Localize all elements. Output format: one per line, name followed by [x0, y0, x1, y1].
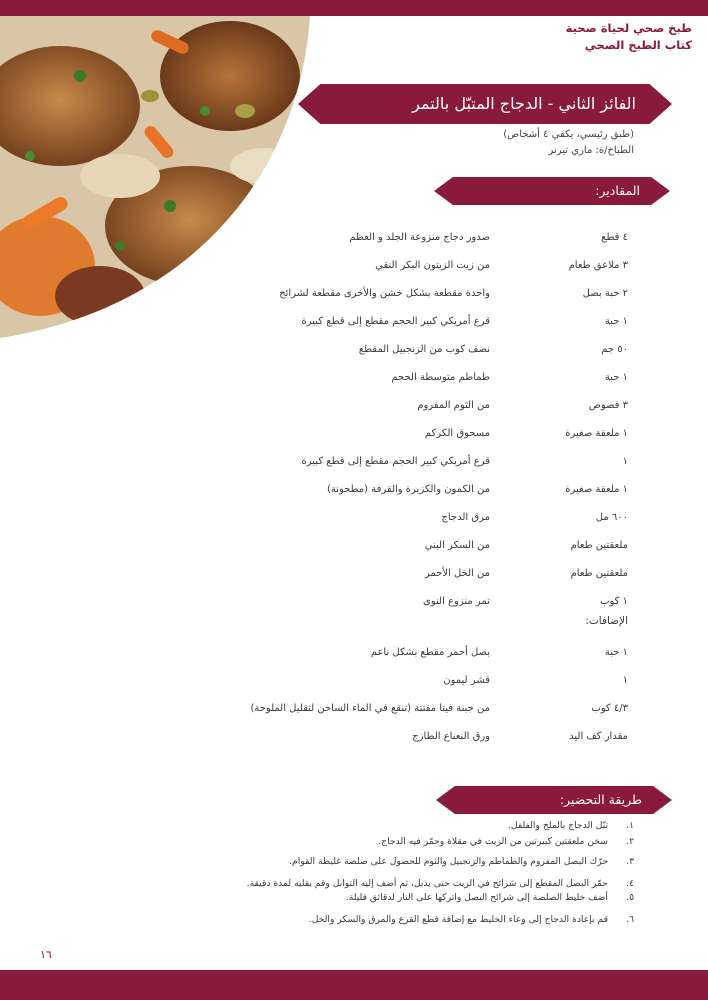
- ingredient-item: نصف كوب من الزنجبيل المقطع: [358, 344, 490, 355]
- recipe-cook-name: الطباخ/ة: ماري تيرنر: [548, 145, 634, 156]
- addition-item: بصل أحمر مقطع بشكل ناعم: [370, 647, 490, 658]
- ingredient-row: [0, 252, 708, 280]
- recipe-meta: [503, 127, 634, 159]
- ingredient-item: واحدة مقطعة بشكل خشن والأخرى مقطعة لشرائح: [279, 288, 490, 299]
- method-step: [0, 818, 708, 834]
- ingredient-row: [0, 560, 708, 588]
- ingredient-row: [0, 476, 708, 504]
- ingredient-item: من السكر البني: [424, 540, 490, 551]
- ingredient-row: [0, 308, 708, 336]
- addition-qty: ١: [622, 675, 628, 686]
- method-steps: [0, 818, 708, 928]
- addition-row: [0, 695, 708, 723]
- addition-qty: مقدار كف اليد: [569, 731, 628, 742]
- addition-item: ورق النعناع الطازج: [412, 731, 490, 742]
- ingredient-item: من الكمون والكزبرة والقرفة (مطحونة): [326, 484, 490, 495]
- step-number: ٥.: [626, 892, 634, 903]
- ingredient-item: صدور دجاج منزوعة الجلد و العظم: [349, 232, 490, 243]
- step-text: سخن ملعقتين كبيرتين من الزيت في مقلاة وحمّر فيه الدجاج.: [378, 836, 608, 847]
- ingredient-row: [0, 280, 708, 308]
- ingredient-qty: ١: [622, 456, 628, 467]
- additions-list: [0, 639, 708, 751]
- ingredient-row: [0, 448, 708, 476]
- method-step: [0, 890, 708, 912]
- ingredient-row: [0, 392, 708, 420]
- recipe-title-banner: [298, 84, 672, 124]
- addition-row: [0, 639, 708, 667]
- recipe-serving-info: (طبق رئيسي، يكفي ٤ أشخاص): [503, 129, 634, 140]
- additions-heading: الإضافات:: [585, 615, 628, 627]
- brand-line-1: طبخ صحي لحياة صحية: [565, 21, 692, 35]
- ingredient-qty: ١ ملعقة صغيرة: [565, 428, 628, 439]
- ingredient-row: [0, 224, 708, 252]
- method-heading: طريقة التحضير:: [559, 792, 642, 807]
- ingredient-row: [0, 588, 708, 616]
- method-step: [0, 912, 708, 928]
- ingredient-item: من الخل الأحمر: [424, 568, 490, 579]
- step-text: قم بإعادة الدجاج إلى وعاء الخليط مع إضافة قطع القرع والمرق والسكر والخل.: [308, 914, 608, 925]
- addition-qty: ٤/٣ كوب: [591, 703, 628, 714]
- addition-row: [0, 723, 708, 751]
- ingredient-row: [0, 420, 708, 448]
- addition-qty: ١ حبة: [604, 647, 628, 658]
- top-accent-bar: [0, 0, 708, 16]
- ingredient-item: تمر منزوع النوى: [423, 596, 490, 607]
- step-text: تبّل الدجاج بالملح والفلفل.: [507, 820, 608, 831]
- step-text: حمّر البصل المقطع إلى شرائح في الزيت حتى يذبل، ثم أضف إليه التوابل وقم بقليه لمدة دقيقة.: [246, 878, 608, 889]
- ingredient-row: [0, 364, 708, 392]
- ingredient-qty: ١ كوب: [600, 596, 628, 607]
- ingredient-qty: ٣ ملاعق طعام: [568, 260, 628, 271]
- ingredient-item: قرع أمريكي كبير الحجم مقطع إلى قطع كبيرة: [301, 456, 490, 467]
- ingredients-list: [0, 224, 708, 616]
- brand-block: [566, 20, 692, 54]
- ingredient-item: من الثوم المفروم: [417, 400, 490, 411]
- step-number: ٢.: [626, 836, 634, 847]
- brand-line-2: كتاب الطبخ الصحي: [584, 38, 692, 52]
- ingredients-heading-banner: [434, 177, 670, 205]
- ingredient-qty: ملعقتين طعام: [570, 540, 628, 551]
- ingredient-row: [0, 504, 708, 532]
- method-step: [0, 834, 708, 854]
- ingredient-qty: ١ حبة: [604, 372, 628, 383]
- ingredient-qty: ٢ حبة بصل: [582, 288, 628, 299]
- ingredient-item: مرق الدجاج: [441, 512, 490, 523]
- step-number: ٤.: [626, 878, 634, 889]
- ingredient-item: من زيت الزيتون البكر النقي: [375, 260, 490, 271]
- recipe-title: الفائز الثاني - الدجاج المتبّل بالتمر: [412, 94, 636, 113]
- ingredient-qty: ٥٠ جم: [601, 344, 628, 355]
- ingredient-qty: ٤ قطع: [601, 232, 628, 243]
- ingredient-item: قرع أمريكي كبير الحجم مقطع إلى قطع كبيرة: [301, 316, 490, 327]
- page-number: ١٦: [40, 948, 52, 961]
- ingredient-qty: ١ ملعقة صغيرة: [565, 484, 628, 495]
- ingredient-qty: ملعقتين طعام: [570, 568, 628, 579]
- ingredient-qty: ٦٠٠ مل: [595, 512, 628, 523]
- ingredient-item: مسحوق الكركم: [424, 428, 490, 439]
- addition-item: قشر ليمون: [443, 675, 490, 686]
- ingredient-qty: ٣ فصوص: [588, 400, 628, 411]
- ingredient-item: طماطم متوسطة الحجم: [391, 372, 490, 383]
- addition-item: من جبنة فيتا مفتتة (تنقع في الماء الساخن لتقليل الملوحة): [250, 703, 490, 714]
- ingredient-row: [0, 336, 708, 364]
- method-heading-banner: [436, 786, 672, 814]
- addition-row: [0, 667, 708, 695]
- step-text: أضف خليط الصلصة إلى شرائح البصل واتركها على النار لدقائق قليلة.: [345, 892, 608, 903]
- ingredients-heading: المقادير:: [595, 183, 640, 198]
- ingredient-row: [0, 532, 708, 560]
- ingredient-qty: ١ حبة: [604, 316, 628, 327]
- method-step: [0, 854, 708, 876]
- method-step: [0, 876, 708, 890]
- step-text: حرّك البصل المفروم والطماطم والزنجبيل والثوم للحصول على صلصة غليظة القوام.: [289, 856, 608, 867]
- step-number: ٦.: [626, 914, 634, 925]
- step-number: ١.: [626, 820, 634, 831]
- step-number: ٣.: [626, 856, 634, 867]
- bottom-accent-bar: [0, 970, 708, 1000]
